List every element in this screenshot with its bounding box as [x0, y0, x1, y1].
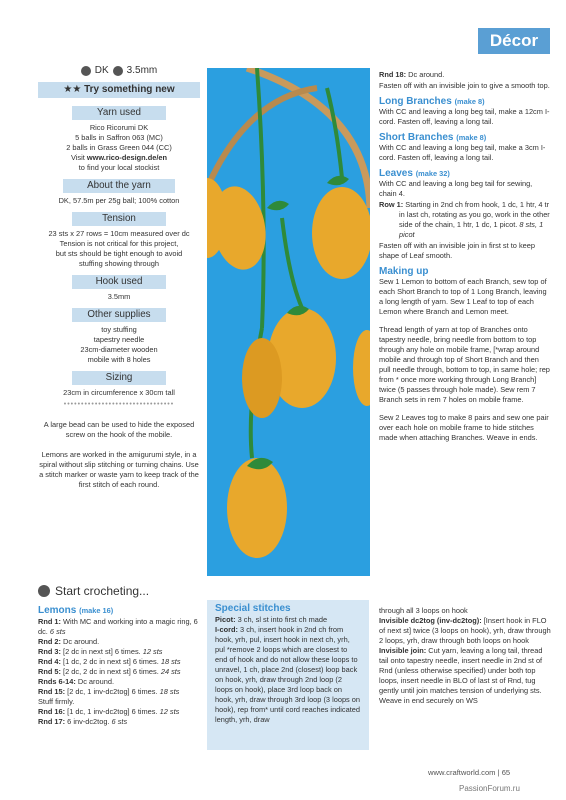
making-up-paragraph: Thread length of yarn at top of Branches onto tapestry needle, bring needle from bottom to top through any hole on mobile frame, [*wrap around mobile and through top of Short Branch and then pull needle through, bottom to top, in same hole; rep from * once more working through Long Branch] twice (5 passes through hole made). Sew rem 7 Branch sets in rem 7 holes on mobile frame. [379, 325, 550, 404]
leaves-after: Fasten off with an invisible join in first st to keep shape of Leaf smooth. [379, 241, 535, 260]
lemon-mobile-photo [207, 68, 370, 576]
supply-item: mobile with 8 holes [87, 355, 151, 364]
short-branches-heading: Short Branches (make 8) [379, 132, 487, 143]
picot-def: Picot: 3 ch, sl st into first ch made [215, 615, 328, 624]
yarn-line: Rico Ricorumi DK [89, 123, 149, 132]
supplies-heading: Other supplies [72, 308, 166, 322]
supply-item: toy stuffing [101, 325, 137, 334]
long-branches-heading: Long Branches (make 8) [379, 96, 485, 107]
invisible-join-def: Invisible join: Cut yarn, leaving a long tail, thread tail onto tapestry needle, insert needle in 2nd st of Rnd (unless otherwise specified) under both top loops, insert needle in BLO of last st of Rnd, tug gently until join matches tension of underlying sts. Weave in end securely on WS [379, 646, 543, 705]
about-heading: About the yarn [63, 179, 175, 193]
tension-line: but sts should be tight enough to avoid [55, 249, 183, 258]
lemon-round: Rnd 15: [2 dc, 1 inv-dc2tog] 6 times. 18 sts [38, 687, 180, 696]
lemon-round: Rnds 6-14: Dc around. [38, 677, 115, 686]
leaves-heading: Leaves (make 32) [379, 168, 450, 179]
sizing-heading: Sizing [72, 371, 166, 385]
section-tab: Décor [478, 28, 550, 54]
rnd-18: Rnd 18: Dc around. [379, 70, 445, 79]
page-footer: www.craftworld.com | 65 [428, 768, 511, 777]
start-crocheting-heading: Start crocheting... [38, 584, 149, 598]
making-up-heading: Making up [379, 266, 429, 277]
hook-size: 3.5mm [126, 65, 158, 76]
stockist-link[interactable]: www.rico-design.de/en [86, 153, 168, 162]
lemon-round: Rnd 16: [1 dc, 1 inv-dc2tog] 6 times. 12 sts [38, 707, 180, 716]
leaves-text: With CC and leaving a long beg tail for sewing, chain 4. [379, 179, 533, 198]
making-up-paragraph: Sew 2 Leaves tog to make 8 pairs and sew one pair over each hole on mobile frame to hide stitches made when attaching Branches. Weave in ends. [379, 413, 549, 442]
lemon-round: Rnd 1: With MC and working into a magic ring, 6 dc. 6 sts [38, 617, 198, 636]
note-paragraph: A large bead can be used to hide the exposed screw on the hook of the mobile. [43, 420, 195, 439]
pattern-right-column [379, 70, 551, 444]
lemon-mobile-illustration [207, 68, 370, 576]
yarn-line: 2 balls in Grass Green 044 (CC) [66, 143, 172, 152]
lemon-round: Rnd 17: 6 inv-dc2tog. 6 sts [38, 717, 128, 726]
making-up-paragraph: Sew 1 Lemon to bottom of each Branch, sew top of each Short Branch to top of 1 Long Branch, leaving a long length of yarn. Sew 1 Leaf to top of each Lemon where Branch and Lemon meet. [379, 277, 547, 316]
lemons-heading: Lemons (make 16) [38, 605, 114, 616]
tension-line: Tension is not critical for this project, [59, 239, 179, 248]
yarn-heading: Yarn used [72, 106, 166, 120]
short-branches-text: With CC and leaving a long beg tail, make a 3cm I-cord. Fasten off, leaving a long tail. [379, 143, 546, 162]
inv-dc2tog-def: Invisible dc2tog (inv-dc2tog): [Insert hook in FLO of next st] twice (3 loops on hook), yrh, draw through 2 loops, yrh, draw through both loops on hook [379, 616, 551, 645]
crochet-hook-icon [38, 585, 50, 597]
divider: •••••••••••••••••••••••••••••••• [63, 401, 175, 408]
difficulty-banner: ★★ Try something new [38, 82, 200, 98]
sizing-text: 23cm in circumference x 30cm tall [63, 388, 175, 397]
hook-text: 3.5mm [107, 292, 131, 301]
lemon-round: Rnd 3: [2 dc in next st] 6 times. 12 sts [38, 647, 163, 656]
rnd-18-after: Fasten off with an invisible join to give a smooth top. [379, 81, 550, 90]
lemon-round: Stuff firmly. [38, 697, 75, 706]
special-stitches-heading: Special stitches [215, 603, 291, 614]
leaves-row-1: Row 1: Starting in 2nd ch from hook, 1 dc, 1 htr, 4 tr in last ch, rotating as you go, work in the other side of the chain, 1 htr, 1 dc, 1 picot. 8 sts, 1 picot [379, 200, 550, 239]
icord-end: through all 3 loops on hook [379, 606, 468, 615]
icord-def: I-cord: 3 ch, insert hook in 2nd ch from hook, yrh, pul, insert hook in next ch, yrh, pul *remove 2 loops which are closest to end of hook and do not allow these loops to unravel, 1 ch, place 2nd (closest) loop back on hook, yrh, draw through 2nd loop (2 loops on hook), place 3rd loop back on hook, yrh, draw through 3rd loop (3 loops on hook), rep from* until cord reaches indicated length, yrh, draw [215, 625, 361, 724]
lemon-round: Rnd 4: [1 dc, 2 dc in next st] 6 times. 18 sts [38, 657, 181, 666]
meta-line [38, 66, 200, 76]
yarn-visit-post: to find your local stockist [78, 163, 160, 172]
yarn-visit: Visit www.rico-design.de/en [70, 153, 168, 162]
supply-item: tapestry needle [93, 335, 145, 344]
tension-heading: Tension [72, 212, 166, 226]
tension-line: stuffing showing through [79, 259, 159, 268]
yarn-line: 5 balls in Saffron 063 (MC) [75, 133, 163, 142]
special-stitches-continued [379, 606, 551, 706]
lemons-section [38, 606, 203, 727]
long-branches-text: With CC and leaving a long beg tail, make a 12cm I-cord. Fasten off, leaving a long tail. [379, 107, 550, 126]
about-text: DK, 57.5m per 25g ball; 100% cotton [58, 196, 180, 205]
pattern-info-column [38, 66, 200, 490]
supply-item: 23cm-diameter wooden [80, 345, 158, 354]
special-stitches-box [207, 600, 369, 750]
yarn-ball-icon [81, 66, 91, 76]
tension-line: 23 sts x 27 rows = 10cm measured over dc [48, 229, 190, 238]
lemon-round: Rnd 2: Dc around. [38, 637, 100, 646]
note-paragraph: Lemons are worked in the amigurumi style, in a spiral without slip stitching or turning chains. Use a stitch marker or waste yarn to keep track of the first stitch of each round. [39, 450, 199, 489]
watermark: PassionForum.ru [459, 784, 520, 793]
hook-icon [113, 66, 123, 76]
lemon-round: Rnd 5: [2 dc, 2 dc in next st] 6 times. 24 sts [38, 667, 181, 676]
hook-heading: Hook used [72, 275, 166, 289]
yarn-weight: DK [94, 65, 109, 76]
